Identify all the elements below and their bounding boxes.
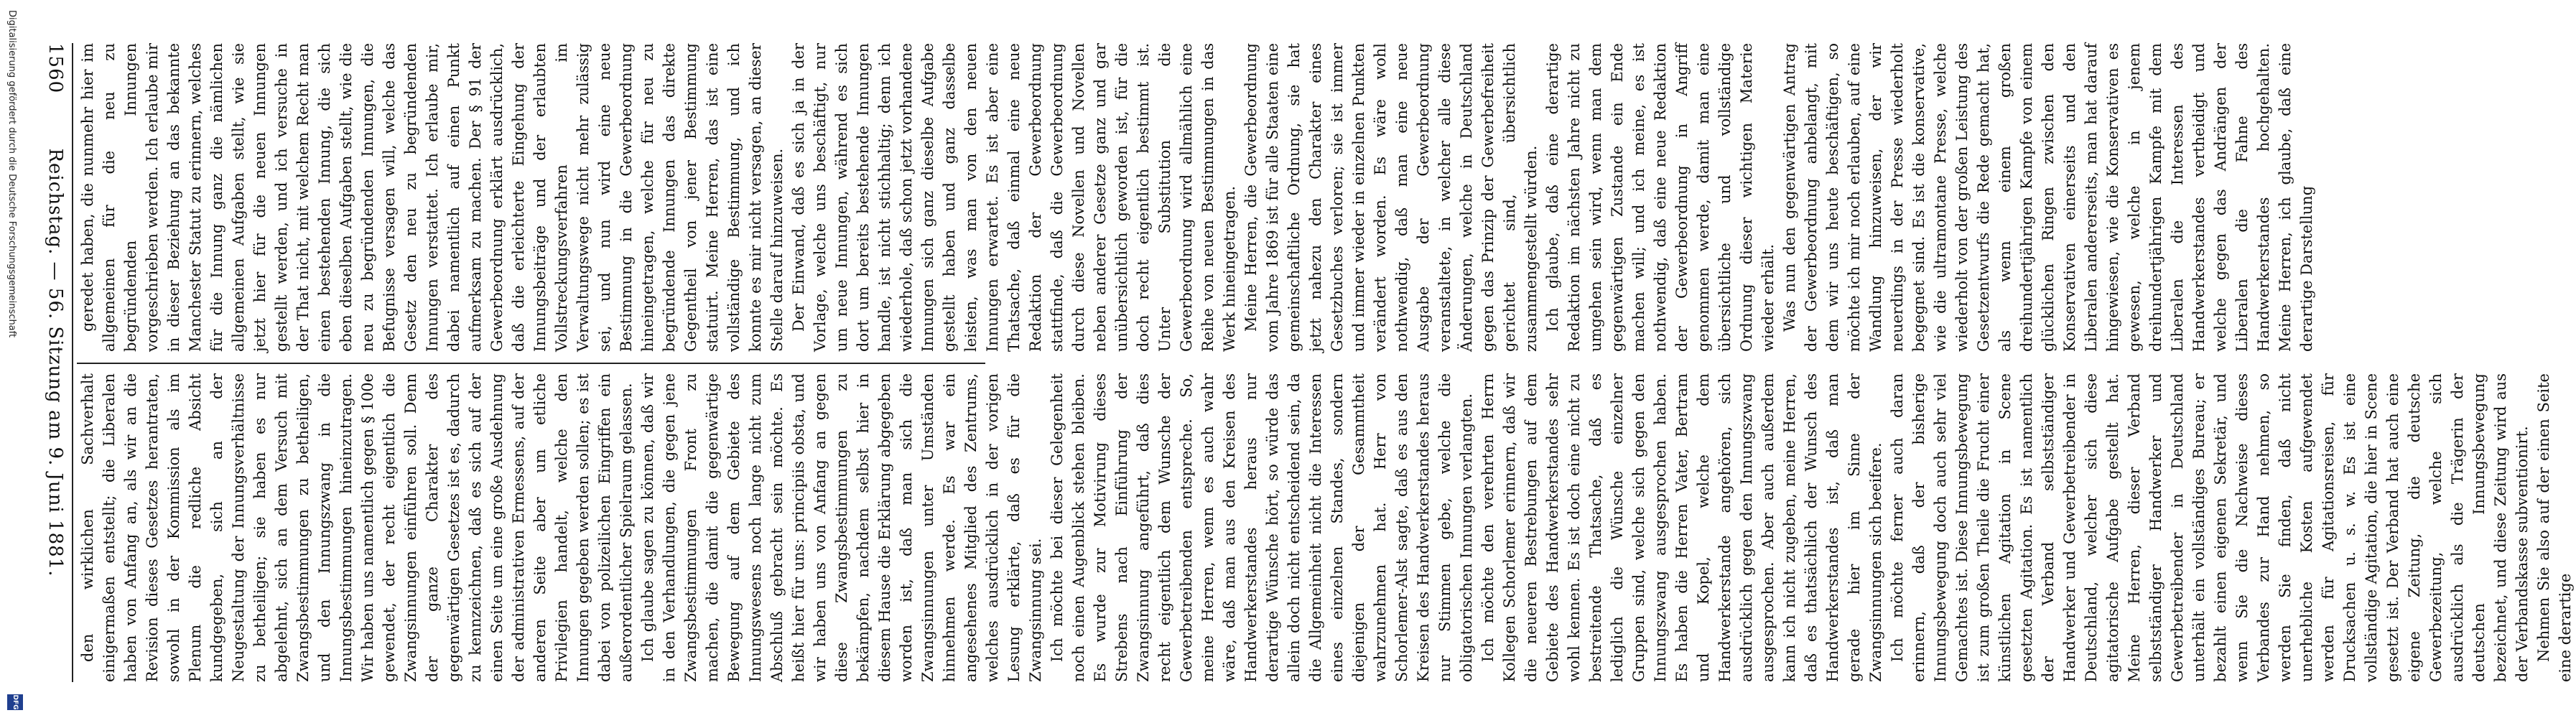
page-number: 1560 (45, 43, 66, 94)
column-divider (77, 363, 985, 364)
dfg-logo: DFG (7, 694, 23, 710)
paragraph: Nehmen Sie also auf der einen Seite eine derartige (2535, 373, 2574, 682)
paragraph: Ich möchte den verehrten Herrn Kollegen Schorlemer erinnern, daß wir die neueren Bestrebungen auf dem Gebiete des Handwerkerstandes sehr wohl kennen. Es ist doch eine nicht zu bestreitende Thatsache, daß es lediglich die Wünsche einzelner Gruppen sind, welche sich gegen den Innungszwang ausgesprochen haben. Es haben die Herren Vater, Bertram und Kopel, welche dem Handwerkerstande angehören, sich ausdrücklich gegen den Innungszwang ausgesprochen. Aber auch außerdem kann ich nicht zugeben, meine Herren, daß es thatsächlich der Wunsch des Handwerkerstandes ist, daß man gerade hier im Sinne der Zwangsinnungen sich beeifere. (1479, 373, 1884, 682)
paragraph: Ich glaube sagen zu können, daß wir in den Verhandlungen, die gegen jene Zwangsbestimmungen Front zu machen, die damit die gegenwärtige Bewegung auf dem Gebiete des Innungswesens noch lange nicht zum Abschluß gebracht sein möchte. Es heißt hier für uns: principiis obsta, und wir haben uns von Anfang an gegen diese Zwangsbestimmungen zu bekämpfen, nachdem selbst hier in diesem Hause die Erklärung abgegeben worden ist, daß man sich die Zwangsinnungen unter Umständen hinnehmen werde. Es war ein angesehenes Mitglied des Zentrums, welches ausdrücklich in der vorigen Lesung erklärte, daß es für die Zwangsinnung sei. (639, 373, 1044, 682)
paragraph: Ich möchte ferner auch daran erinnern, daß der bisherige Innungsbewegung doch auch sehr viel Gemachtes ist. Diese Innungsbewegung ist zum großen Theile die Frucht einer künstlichen Agitation in Scene gesetzten Agitation. Es ist namentlich der Verband selbstständiger Handwerker und Gewerbetreibender in Deutschland, welcher sich diese agitatorische Aufgabe gestellt hat. Meine Herren, dieser Verband selbstständiger Handwerker und Gewerbetreibender in Deutschland unterhält ein vollständiges Bureau; er bezahlt einen eigenen Sekretär, und wenn Sie die Nachweise dieses Verbandes zur Hand nehmen, so werden Sie finden, daß nicht unerhebliche Kosten aufgewendet werden für Agitationsreisen, für Drucksachen u. s. w. Es ist eine vollständige Agitation, die hier in Scene gesetzt ist. Der Verband hat auch eine eigene Zeitung, die deutsche Gewerbezeitung, welche sich ausdrücklich als die Trägerin der deutschen Innungsbewegung bezeichnet, und diese Zeitung wird aus der Verbandskasse subventionirt. (1889, 373, 2531, 682)
text-column-left (77, 43, 2315, 352)
digitization-notice: Digitalisierung gefördert durch die Deutsche Forschungsgemeinschaft (6, 10, 17, 338)
running-title: Reichstag. — 56. Sitzung am 9. Juni 1881. (45, 148, 66, 577)
paragraph: Ich möchte bei dieser Gelegenheit noch einen Augenblick stehen bleiben. Es wurde zur Motivirung dieses Strebens nach Einführung der Zwangsinnung angeführt, daß dies recht eigentlich dem Wunsche der Gewerbetreibenden entspreche. So, meine Herren, wenn es auch wahr wäre, daß man aus den Kreisen des Handwerkerstandes heraus nur derartige Wünsche hört, so würde das allein doch nicht entscheidend sein, da die Allgemeinheit nicht die Interessen eines einzelnen Standes, sondern diejenigen der Gesammtheit wahrzunehmen hat. Herr von Schorlemer-Alst sagte, daß es aus den Kreisen des Handwerkerstandes heraus nur Stimmen gebe, welche die obligatorischen Innungen verlangten. (1048, 373, 1475, 682)
header-rule (72, 43, 73, 682)
paragraph: Der Einwand, daß es sich ja in der Vorlage, welche uns beschäftigt, nur um neue Innungen, während es sich dort um bereits bestehende Innungen handle, ist nicht stichhaltig; denn ich wiederhole, daß schon jetzt vorhandene Innungen sich ganz dieselbe Aufgabe gestellt haben und ganz dasselbe leisten, was man von den neuen Innungen erwartet. Es ist aber eine Thatsache, daß einmal eine neue Redaktion der Gewerbeordnung stattfinde, daß die Gewerbeordnung durch diese Novellen und Novellen neben anderer Gesetze ganz und gar unübersichtlich geworden ist, für die doch recht eigentlich bestimmt ist. Unter Substitution die Gewerbeordnung wird allmählich eine Reihe von neuen Bestimmungen in das Werk hineingetragen. (790, 43, 1238, 352)
text-column-right (77, 373, 2574, 682)
paragraph: geredet haben, die nunmehr hier im allgemeinen für die neu zu begründenden Innungen vorgeschrieben werden. Ich erlaube mir in dieser Beziehung an das bekannte Manchester Statut zu erinnern, welches für die Innung ganz die nämlichen allgemeinen Aufgaben stellt, wie sie jetzt hier für die neuen Innungen gestellt werden, und ich versuche in der That nicht, mit welchem Recht man einen bestehenden Innung, die sich eben dieselben Aufgaben stellt, wie die neu zu begründenden Innungen, die Befugnisse versagen will, welche das Gesetz den neu zu begründenden Innungen verstattet. Ich erlaube mir, dabei namentlich auf einen Punkt aufmerksam zu machen. Der § 91 der Gewerbeordnung erklärt ausdrücklich, daß die erleichterte Eingehung der Innungsbeiträge und der erlaubten Vollstreckungsverfahren im Verwaltungswege nicht mehr zulässig sei, und nun wird eine neue Bestimmung in die Gewerbeordnung hineingetragen, welche für neu zu begründende Innungen das direkte Gegentheil von jener Bestimmung statuirt. Meine Herren, das ist eine vollständige Bestimmung, und ich konnte es mir nicht versagen, an dieser Stelle darauf hinzuweisen. (79, 43, 786, 352)
paragraph: Was nun den gegenwärtigen Antrag der Gewerbeordnung anbelangt, mit dem wir uns heute beschäftigen, so möchte ich mir noch erlauben, auf eine Wandlung hinzuweisen, der wir neuerdings in der Presse wiederholt begegnet sind. Es ist die konservative, wie die ultramontane Presse, welche wiederholt von der großen Leistung des Gesetzentwurfs die Rede gemacht hat, als wenn einem großen dreihundertjährigen Kampfe von einem glücklichen Ringen zwischen den Konservativen einerseits und den Liberalen andererseits, man hat darauf hingewiesen, wie die Konservativen es gewesen, welche in jenem dreihundertjährigen Kampfe mit dem Liberalen die Interessen des Handwerkerstandes vertheidigt und welche gegen das Andrängen der Liberalen die Fahne des Handwerkerstandes hochgehalten. Meine Herren, ich glaube, daß eine derartige Darstellung (1781, 43, 2315, 352)
paragraph: Ich glaube, daß eine derartige Redaktion im nächsten Jahre nicht zu umgehen sein wird, wenn man dem gegenwärtigen Zustande ein Ende machen will; und ich meine, es ist nothwendig, daß eine neue Redaktion der Gewerbeordnung in Angriff genommen werde, damit man eine übersichtliche und vollständige Ordnung dieser wichtigen Materie wieder erhält. (1544, 43, 1777, 352)
page-header (37, 43, 66, 682)
paragraph: Meine Herren, die Gewerbeordnung vom Jahre 1869 ist für alle Staaten eine gemeinschaftliche Ordnung, sie hat jetzt nahezu den Charakter eines Gesetzbuches verloren; sie ist immer und immer wieder in einzelnen Punkten verändert worden. Es wäre wohl nothwendig, daß man eine neue Ausgabe der Gewerbeordnung veranstaltete, in welcher alle diese Änderungen, welche in Deutschland gegen das Prinzip der Gewerbefreiheit gerichtet sind, übersichtlich zusammengestellt würden. (1242, 43, 1540, 352)
paragraph: den wirklichen Sachverhalt einigermaßen entstellt; die Liberalen haben von Anfang an, als wir an die Revision dieses Gesetzes herantraten, sowohl in der Kommission als im Plenum die redliche Absicht kundgegeben, sich an der Neugestaltung der Innungsverhältnisse zu betheiligen; sie haben es nur abgelehnt, sich an dem Versuch mit Zwangsbestimmungen zu betheiligen, und den Innungszwang in die Innungsbestimmungen hineinzutragen. Wir haben uns namentlich gegen § 100e gewendet, der recht eigentlich die Zwangsinnungen einführen soll. Denn der ganze Charakter des gegenwärtigen Gesetzes ist es, dadurch zu kennzeichnen, daß es sich auf der einen Seite um eine große Ausdehnung der administrativen Ermessens, auf der anderen Seite aber um etliche Privilegien handelt, welche den Innungen gegeben werden sollen; es ist dabei von polizeilichen Eingriffen ein außerordentlicher Spielraum gelassen. (79, 373, 635, 682)
